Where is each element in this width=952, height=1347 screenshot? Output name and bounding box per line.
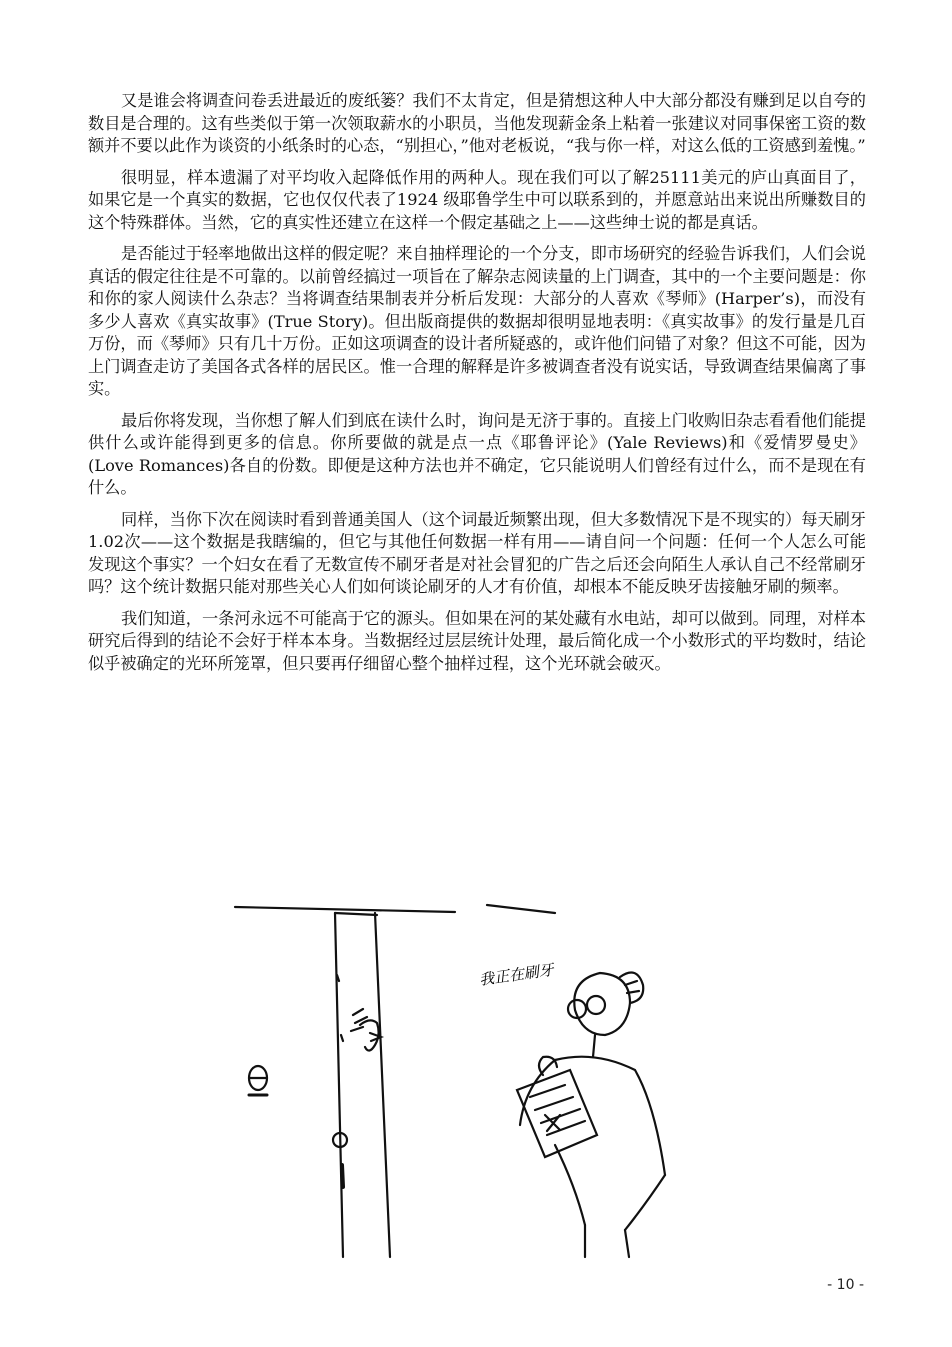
paragraph-5: 同样，当你下次在阅读时看到普通美国人（这个词最近频繁出现，但大多数情况下是不现实的）每天刷牙1.02次——这个数据是我瞎编的，但它与其他任何数据一样有用——请自问一个问题：任何一个人怎么可能发现这个事实？一个妇女在看了无数宣传不刷牙者是对社会冒犯的广告之后还会向陌生人承认自己不经常刷牙吗？这个统计数据只能对那些关心人们如何谈论刷牙的人才有价值，却根本不能反映牙齿接触牙刷的频率。 (88, 509, 866, 596)
door-frame-right (375, 913, 390, 1257)
woman-arm (520, 1060, 555, 1125)
paragraph-6: 我们知道，一条河永远不可能高于它的源头。但如果在河的某处藏有水电站，却可以做到。同理，对样本研究后得到的结论不会好于样本本身。当数据经过层层统计处理，最后简化成一个小数形式的平均数时，结论似乎被确定的光环所笼罩，但只要再仔细留心整个抽样过程，这个光环就会破灭。 (88, 608, 866, 673)
door-top (335, 913, 377, 915)
cartoon-drawing (225, 885, 745, 1260)
paragraph-1: 又是谁会将调查问卷丢进最近的废纸篓？我们不太肯定，但是猜想这种人中大部分都没有赚到足以自夸的数目是合理的。这有些类似于第一次领取薪水的小职员，当他发现薪金条上粘着一张建议对同事保密工资的数额并不要以此作为谈资的小纸条时的心态，“别担心，”他对老板说，“我与你一样，对这么低的工资感到羞愧。” (88, 91, 866, 155)
door-frame-left (335, 913, 343, 1257)
clipboard (517, 1070, 597, 1157)
body-text (88, 90, 866, 684)
paragraph-4: 最后你将发现，当你想了解人们到底在读什么时，询问是无济于事的。直接上门收购旧杂志看看他们能提供什么或许能得到更多的信息。你所要做的就是点一点《耶鲁评论》(Yale Reviews)和《爱情罗曼史》(Love Romances)各自的份数。即便是这种方法也并不确定，它只能说明人们曾经有过什么，而不是现在有什么。 (88, 410, 866, 497)
cartoon-illustration (225, 885, 745, 1260)
paragraph-3: 是否能过于轻率地做出这样的假定呢？来自抽样理论的一个分支，即市场研究的经验告诉我们，人们会说真话的假定往往是不可靠的。以前曾经搞过一项旨在了解杂志阅读量的上门调查，其中的一个主要问题是：你和你的家人阅读什么杂志？当将调查结果制表并分析后发现：大部分的人喜欢《琴师》(Harper’s)，而没有多少人喜欢《真实故事》(True Story)。但出版商提供的数据却很明显地表明：《真实故事》的发行量是几百万份，而《琴师》只有几十万份。正如这项调查的设计者所疑惑的，或许他们问错了对象？但这不可能，因为上门调查走访了美国各式各样的居民区。惟一合理的解释是许多被调查者没有说实话，导致调查结果偏离了事实。 (88, 244, 866, 398)
cartoon-caption: 我正在刷牙 (478, 960, 555, 989)
paragraph-2: 很明显，样本遗漏了对平均收入起降低作用的两种人。现在我们可以了解25111美元的庐山真面目了，如果它是一个真实的数据，它也仅仅代表了1924 级耶鲁学生中可以联系到的，并愿意站出来说出所赚数目的这个特殊群体。当然，它的真实性还建立在这样一个假定基础之上——这些绅士说的都是真话。 (88, 167, 866, 232)
keyhole (342, 1165, 343, 1187)
woman-figure (517, 973, 665, 1258)
woman-head (574, 973, 630, 1035)
glasses-right (587, 996, 605, 1014)
ceiling-line-right (487, 905, 555, 913)
peeking-hair (351, 1009, 367, 1031)
ceiling-line (235, 907, 455, 912)
page-number: - 10 - (827, 1277, 864, 1293)
